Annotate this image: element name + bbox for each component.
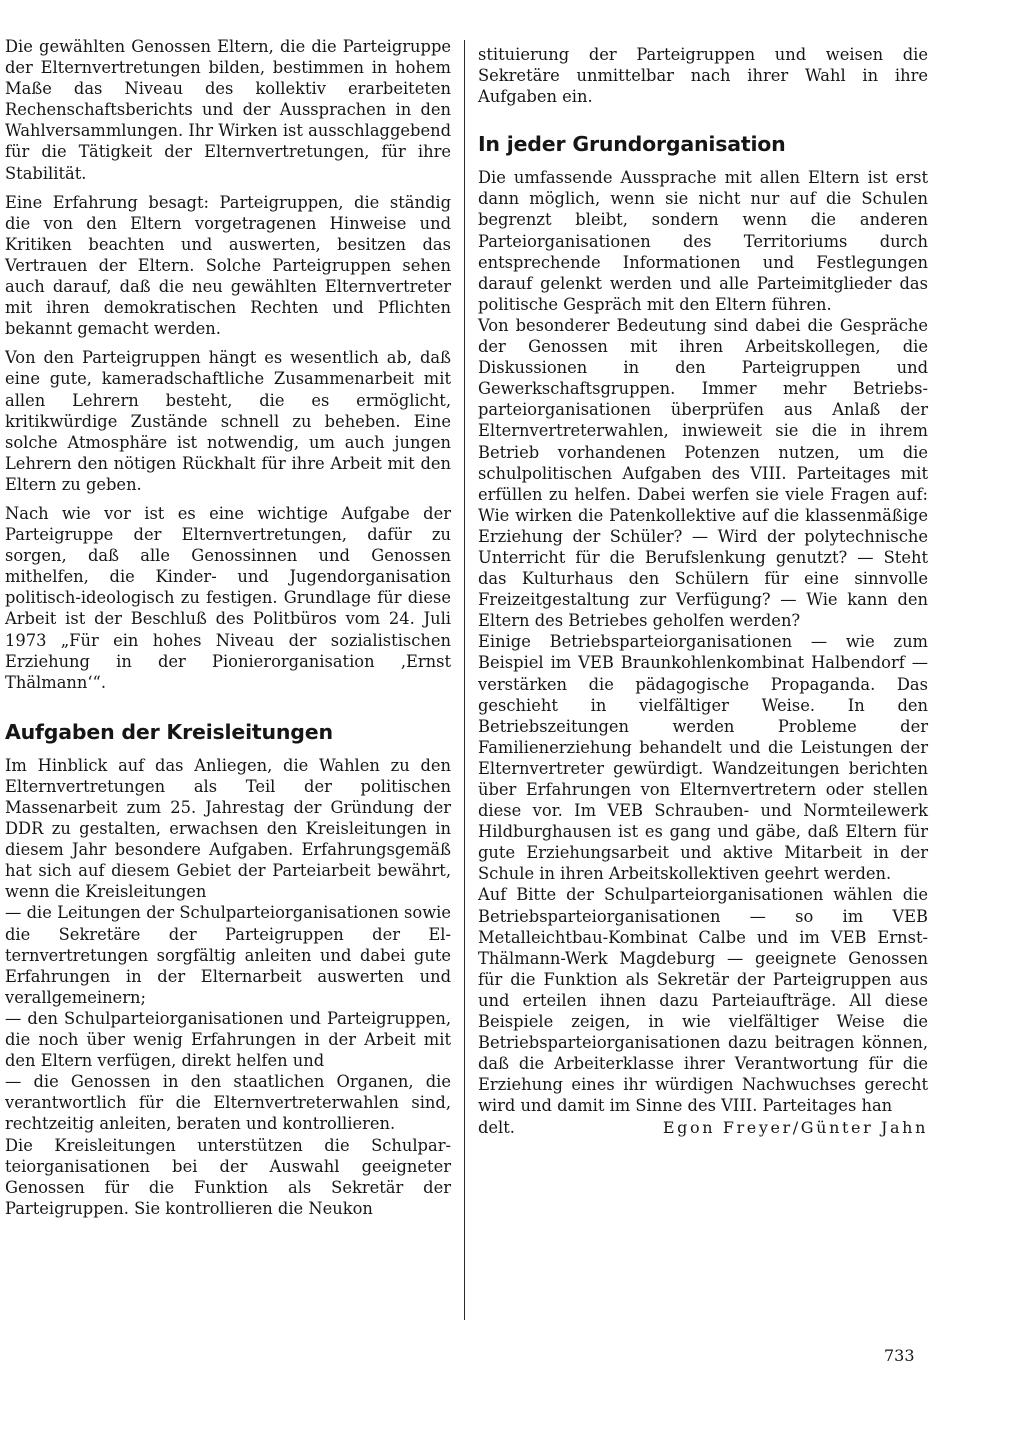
dash-item-2: — den Schulparteiorganisationen und Parteigruppen, die noch über wenig Erfahrungen in der Arbeit mit den Eltern verfügen, direkt helfen und: [5, 1008, 451, 1071]
right-paragraph-4: Einige Betriebsparteiorganisationen — wie zum Beispiel im VEB Braunkohlenkombinat Halbendorf — verstärken die pädagogische Propaganda. Das geschieht in vielfältiger Weise. In den Betriebszeitungen werden Probleme der Familienerziehung behandelt und die Leistungen der Elternvertreter gewürdigt. Wandzeitungen berichten über Erfahrungen von Elternvertretern oder stellen diese vor. Im VEB Schrauben- und Normteilewerk Hildburghausen ist es gang und gäbe, daß Eltern für gute Erziehungsarbeit und aktive Mitarbeit in der Schule in ihren Arbeitskollektiven geehrt werden.: [478, 632, 928, 884]
dash-item-1: — die Leitungen der Schulparteiorganisationen sowie die Sekretäre der Parteigruppen der Elternvertretungen sorgfältig anleiten und dabei gute Erfahrungen in der Elternarbeit auswerten und verallgemeinern;: [5, 903, 451, 1007]
page-number: 733: [884, 1346, 915, 1365]
right-paragraph-1: stituierung der Parteigruppen und weisen die Sekretäre unmittelbar nach ihrer Wahl in ihre Aufgaben ein.: [478, 45, 928, 107]
left-paragraph-2: Eine Erfahrung besagt: Parteigruppen, die ständig die von den Eltern vorgetragenen Hinweise und Kritiken beachten und auswerten, besitzen das Vertrauen der Eltern. Solche Parteigruppen sehen auch darauf, daß die neu gewählten Elternvertreter mit ihren demokratischen Rechten und Pflichten bekannt gemacht werden.: [5, 192, 451, 339]
closing-word: delt.: [478, 1117, 515, 1137]
signoff-line: [478, 1117, 928, 1138]
left-paragraph-3: Von den Parteigruppen hängt es wesentlich ab, daß eine gute, kameradschaftliche Zusammenarbeit mit allen Lehrern besteht, die es ermöglicht, kritikwürdige Zustände schnell zu beheben. Eine solche Atmosphäre ist notwendig, um auch jungen Lehrern den nötigen Rückhalt für ihre Arbeit mit den Eltern zu geben.: [5, 348, 451, 494]
section-heading-kreisleitungen: Aufgaben der Kreisleitungen: [5, 719, 333, 744]
column-divider: [464, 40, 465, 1320]
authors: Egon Freyer/Günter Jahn: [662, 1117, 928, 1137]
right-paragraph-2: Die umfassende Aussprache mit allen Eltern ist erst dann möglich, wenn sie nicht nur auf die Schulen begrenzt bleibt, sondern wenn die anderen Parteiorganisationen des Territoriums durch entsprechende Informationen und Festlegungen darauf gelenkt werden und alle Parteimitglieder das politische Gespräch mit den Eltern führen.: [478, 168, 928, 314]
left-paragraph-1: Die gewählten Genossen Eltern, die die Parteigruppe der Elternvertretungen bilden, bestimmen in hohem Maße das Niveau des kollektiv erarbeiteten Rechenschaftsberichts und der Aussprachen in den Wahlversammlungen. Ihr Wirken ist ausschlaggebend für die Tätigkeit der Elternvertretungen, für ihre Stabilität.: [5, 37, 451, 183]
section-heading-grundorganisation: In jeder Grundorganisation: [478, 132, 786, 157]
left-paragraph-6: Die Kreisleitungen unterstützen die Schulparteiorganisationen bei der Auswahl geeigneter Genossen für die Funktion als Sekretär der Parteigruppen. Sie kontrollieren die Neukon: [5, 1135, 451, 1218]
right-paragraph-5: Auf Bitte der Schulparteiorganisationen wählen die Betriebsparteiorganisationen — so im VEB Metalleichtbau-Kombinat Calbe und im VEB Ernst-Thälmann-Werk Magdeburg — geeignete Genossen für die Funktion als Sekretär der Parteigruppen aus und erteilen ihnen dazu Parteiaufträge. All diese Beispiele zeigen, in wie vielfältiger Weise die Betriebsparteiorganisationen dazu beitragen können, daß die Arbeiterklasse ihrer Verantwortung für die Erziehung eines ihr würdigen Nachwuchses gerecht wird und damit im Sinne des VIII. Parteitages han: [478, 885, 928, 1116]
left-column: [5, 36, 451, 1227]
right-paragraph-3: Von besonderer Bedeutung sind dabei die Gespräche der Genossen mit ihren Arbeitskollegen, die Diskussionen in den Parteigruppen und Gewerkschaftsgruppen. Immer mehr Betriebsparteiorganisationen überprüfen aus Anlaß der Elternvertreterwahlen, inwieweit sie die in ihrem Betrieb vorhandenen Potenzen nutzen, um die schulpolitischen Aufgaben des VIII. Parteitages mit erfüllen zu helfen. Dabei werfen sie viele Fragen auf: Wie wirken die Patenkollektive auf die klassenmäßige Erziehung der Schüler? — Wird der polytechnische Unterricht für die Berufslenkung genutzt? — Steht das Kulturhaus den Schülern für eine sinnvolle Freizeitgestaltung zur Verfügung? — Wie kann den Eltern des Betriebes geholfen werden?: [478, 315, 928, 631]
left-paragraph-5: Im Hinblick auf das Anliegen, die Wahlen zu den Elternvertretungen als Teil der politischen Massenarbeit zum 25. Jahrestag der Gründung der DDR zu gestalten, erwachsen den Kreisleitungen in diesem Jahr besondere Aufgaben. Erfahrungsgemäß hat sich auf diesem Gebiet der Parteiarbeit bewährt, wenn die Kreisleitungen: [5, 755, 451, 902]
dash-item-3: — die Genossen in den staatlichen Organen, die verantwortlich für die Elternvertreterwahlen sind, rechtzeitig anleiten, beraten und kontrollieren.: [5, 1072, 451, 1134]
right-column: [478, 44, 928, 1138]
left-paragraph-4: Nach wie vor ist es eine wichtige Aufgabe der Parteigruppe der Elternvertretungen, dafür zu sorgen, daß alle Genossinnen und Genossen mithelfen, die Kinder- und Jugendorganisation politisch-ideologisch zu festigen. Grundlage für diese Arbeit ist der Beschluß des Politbüros vom 24. Juli 1973 „Für ein hohes Niveau der sozialistischen Erziehung in der Pionierorganisation ‚Ernst Thälmann‘“.: [5, 503, 451, 692]
